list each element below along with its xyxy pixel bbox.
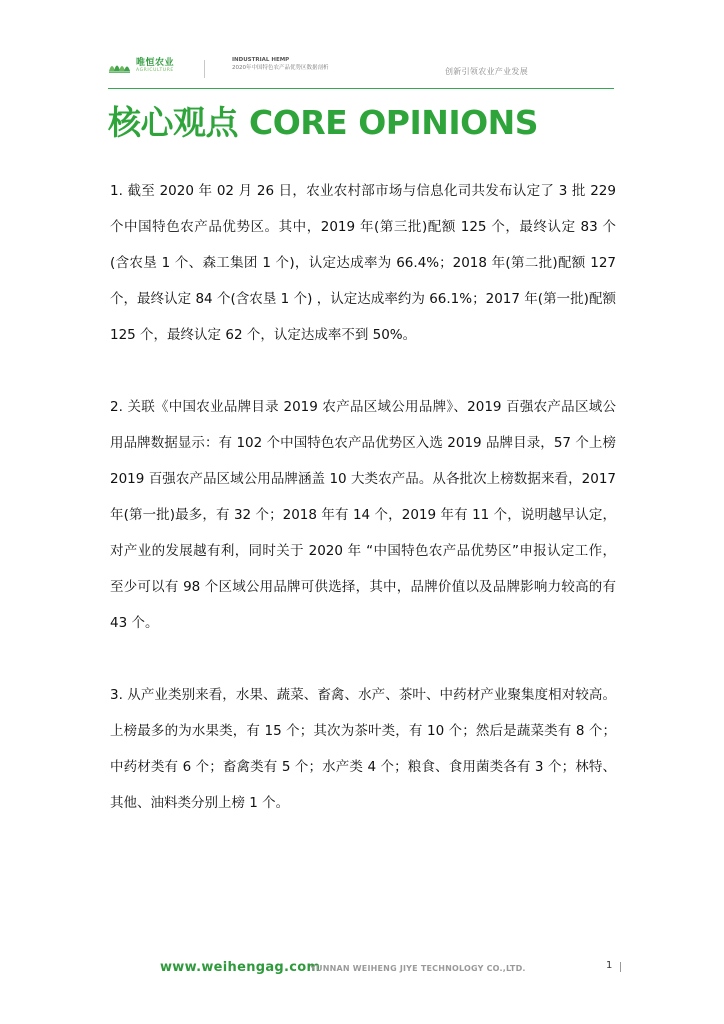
page-number: 1: [606, 960, 613, 971]
leaf-logo-icon: [108, 58, 132, 74]
header-divider: [204, 60, 205, 78]
page-title: 核心观点 CORE OPINIONS: [108, 103, 539, 142]
header-doc-cn: 2020年中国特色农产品优势区数据剖析: [232, 65, 329, 71]
core-opinions-body: [110, 173, 616, 857]
header-doc-en: INDUSTRIAL HEMP: [232, 57, 290, 63]
logo-name-en: AGRICULTURE: [136, 68, 174, 73]
page-footer: [160, 960, 630, 984]
header-doc-info: [232, 56, 329, 73]
opinion-paragraph-1: 1. 截至 2020 年 02 月 26 日，农业农村部市场与信息化司共发布认定了 3 批 229 个中国特色农产品优势区。其中，2019 年(第三批)配额 125 个，最终认定 83 个(含农垦 1 个、森工集团 1 个)，认定达成率为 66.4%；2018 年(第二批)配额 127 个，最终认定 84 个(含农垦 1 个) ，认定达成率约为 66.1%；2017 年(第一批)配额 125 个，最终认定 62 个，认定达成率不到 50%。: [110, 183, 616, 343]
page-header: [108, 52, 614, 88]
opinion-paragraph-2: 2. 关联《中国农业品牌目录 2019 农产品区域公用品牌》、2019 百强农产品区域公用品牌数据显示：有 102 个中国特色农产品优势区入选 2019 品牌目录，57 个上榜 2019 百强农产品区域公用品牌涵盖 10 大类农产品。从各批次上榜数据来看，2017 年(第一批)最多，有 32 个；2018 年有 14 个，2019 年有 11 个，说明越早认定，对产业的发展越有利，同时关于 2020 年 “中国特色农产品优势区”申报认定工作，至少可以有 98 个区域公用品牌可供选择，其中，品牌价值以及品牌影响力较高的有 43 个。: [110, 399, 616, 631]
header-slogan: 创新引领农业产业发展: [445, 67, 528, 76]
header-rule: [108, 88, 614, 89]
logo-name-cn: 唯恒农业: [136, 58, 175, 68]
company-logo: [108, 58, 174, 74]
footer-website-link[interactable]: www.weihengag.com: [160, 960, 321, 975]
opinion-paragraph-3: 3. 从产业类别来看，水果、蔬菜、畜禽、水产、茶叶、中药材产业聚集度相对较高。上榜最多的为水果类，有 15 个；其次为茶叶类，有 10 个；然后是蔬菜类有 8 个；中药材类有 6 个；畜禽类有 5 个；水产类 4 个；粮食、食用菌类各有 3 个；林特、其他、油料类分别上榜 1 个。: [110, 687, 616, 811]
page-number-divider: [620, 962, 621, 972]
footer-company-name: YUNNAN WEIHENG JIYE TECHNOLOGY CO.,LTD.: [310, 964, 526, 973]
